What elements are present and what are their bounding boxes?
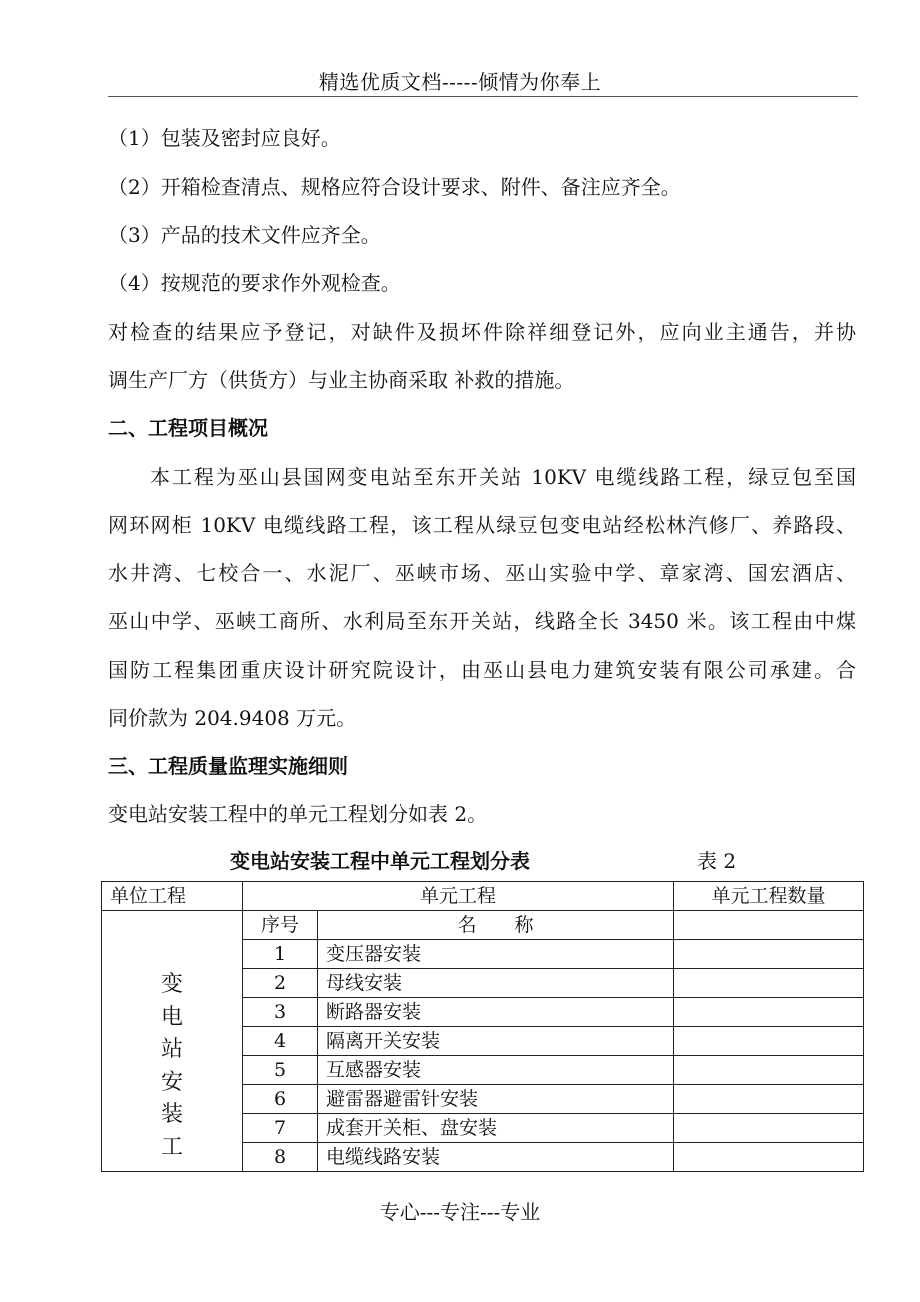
page-header: 精选优质文档-----倾情为你奉上 [318, 70, 602, 94]
subheader-name: 名 称 [318, 911, 674, 940]
row-count [674, 940, 864, 969]
row-seq: 7 [243, 1114, 318, 1143]
inspection-item-3: （3）产品的技术文件应齐全。 [108, 223, 381, 247]
header-divider [108, 96, 858, 97]
overview-line: 国防工程集团重庆设计研究院设计，由巫山县电力建筑安装有限公司承建。合 [108, 658, 856, 682]
row-count [674, 1143, 864, 1172]
subheader-seq: 序号 [243, 911, 318, 940]
vertical-char: 装 [160, 1102, 183, 1127]
subheader-count [674, 911, 864, 940]
row-name: 断路器安装 [318, 998, 674, 1027]
inspection-item-2: （2）开箱检查清点、规格应符合设计要求、附件、备注应齐全。 [108, 175, 681, 199]
table-subheader-row [102, 911, 864, 940]
table-number: 表 2 [697, 849, 737, 873]
inspection-item-4: （4）按规范的要求作外观检查。 [108, 271, 401, 295]
row-seq: 3 [243, 998, 318, 1027]
header-unit-project: 单位工程 [102, 882, 243, 911]
row-seq: 5 [243, 1056, 318, 1085]
table-header-row [102, 882, 864, 911]
row-count [674, 1056, 864, 1085]
section-heading-quality: 三、工程质量监理实施细则 [108, 754, 348, 778]
inspection-item-1: （1）包装及密封应良好。 [108, 126, 341, 150]
paragraph-line: 对检查的结果应予登记，对缺件及损坏件除祥细登记外，应向业主通告，并协 [108, 320, 856, 344]
row-name: 变压器安装 [318, 940, 674, 969]
row-count [674, 998, 864, 1027]
row-count [674, 969, 864, 998]
overview-line: 同价款为 204.9408 万元。 [108, 706, 357, 730]
overview-line: 本工程为巫山县国网变电站至东开关站 10KV 电缆线路工程，绿豆包至国 [150, 465, 856, 489]
paragraph-line: 调生产厂方（供货方）与业主协商采取 补救的措施。 [108, 368, 575, 392]
row-name: 避雷器避雷针安装 [318, 1085, 674, 1114]
row-seq: 2 [243, 969, 318, 998]
page-footer: 专心---专注---专业 [379, 1200, 541, 1224]
overview-line: 水井湾、七校合一、水泥厂、巫峡市场、巫山实验中学、章家湾、国宏酒店、 [108, 561, 856, 585]
vertical-char: 变 [160, 972, 183, 997]
unit-project-label [102, 911, 243, 1172]
row-name: 母线安装 [318, 969, 674, 998]
vertical-char: 安 [160, 1069, 183, 1095]
header-count: 单元工程数量 [674, 882, 864, 911]
table-title: 变电站安装工程中单元工程划分表 [230, 849, 530, 873]
vertical-char: 工 [160, 1134, 183, 1160]
row-count [674, 1085, 864, 1114]
row-count [674, 1114, 864, 1143]
table-reference: 变电站安装工程中的单元工程划分如表 2。 [108, 802, 488, 826]
row-name: 隔离开关安装 [318, 1027, 674, 1056]
row-name: 电缆线路安装 [318, 1143, 674, 1172]
row-seq: 8 [243, 1143, 318, 1172]
vertical-char: 电 [160, 1004, 183, 1030]
unit-division-table [101, 881, 864, 1172]
row-seq: 6 [243, 1085, 318, 1114]
header-element-project: 单元工程 [243, 882, 674, 911]
vertical-char: 站 [160, 1037, 183, 1062]
overview-line: 网环网柜 10KV 电缆线路工程，该工程从绿豆包变电站经松林汽修厂、养路段、 [108, 513, 856, 537]
section-heading-overview: 二、工程项目概况 [108, 416, 268, 440]
row-name: 互感器安装 [318, 1056, 674, 1085]
row-count [674, 1027, 864, 1056]
row-name: 成套开关柜、盘安装 [318, 1114, 674, 1143]
overview-line: 巫山中学、巫峡工商所、水利局至东开关站，线路全长 3450 米。该工程由中煤 [108, 609, 856, 633]
row-seq: 1 [243, 940, 318, 969]
row-seq: 4 [243, 1027, 318, 1056]
